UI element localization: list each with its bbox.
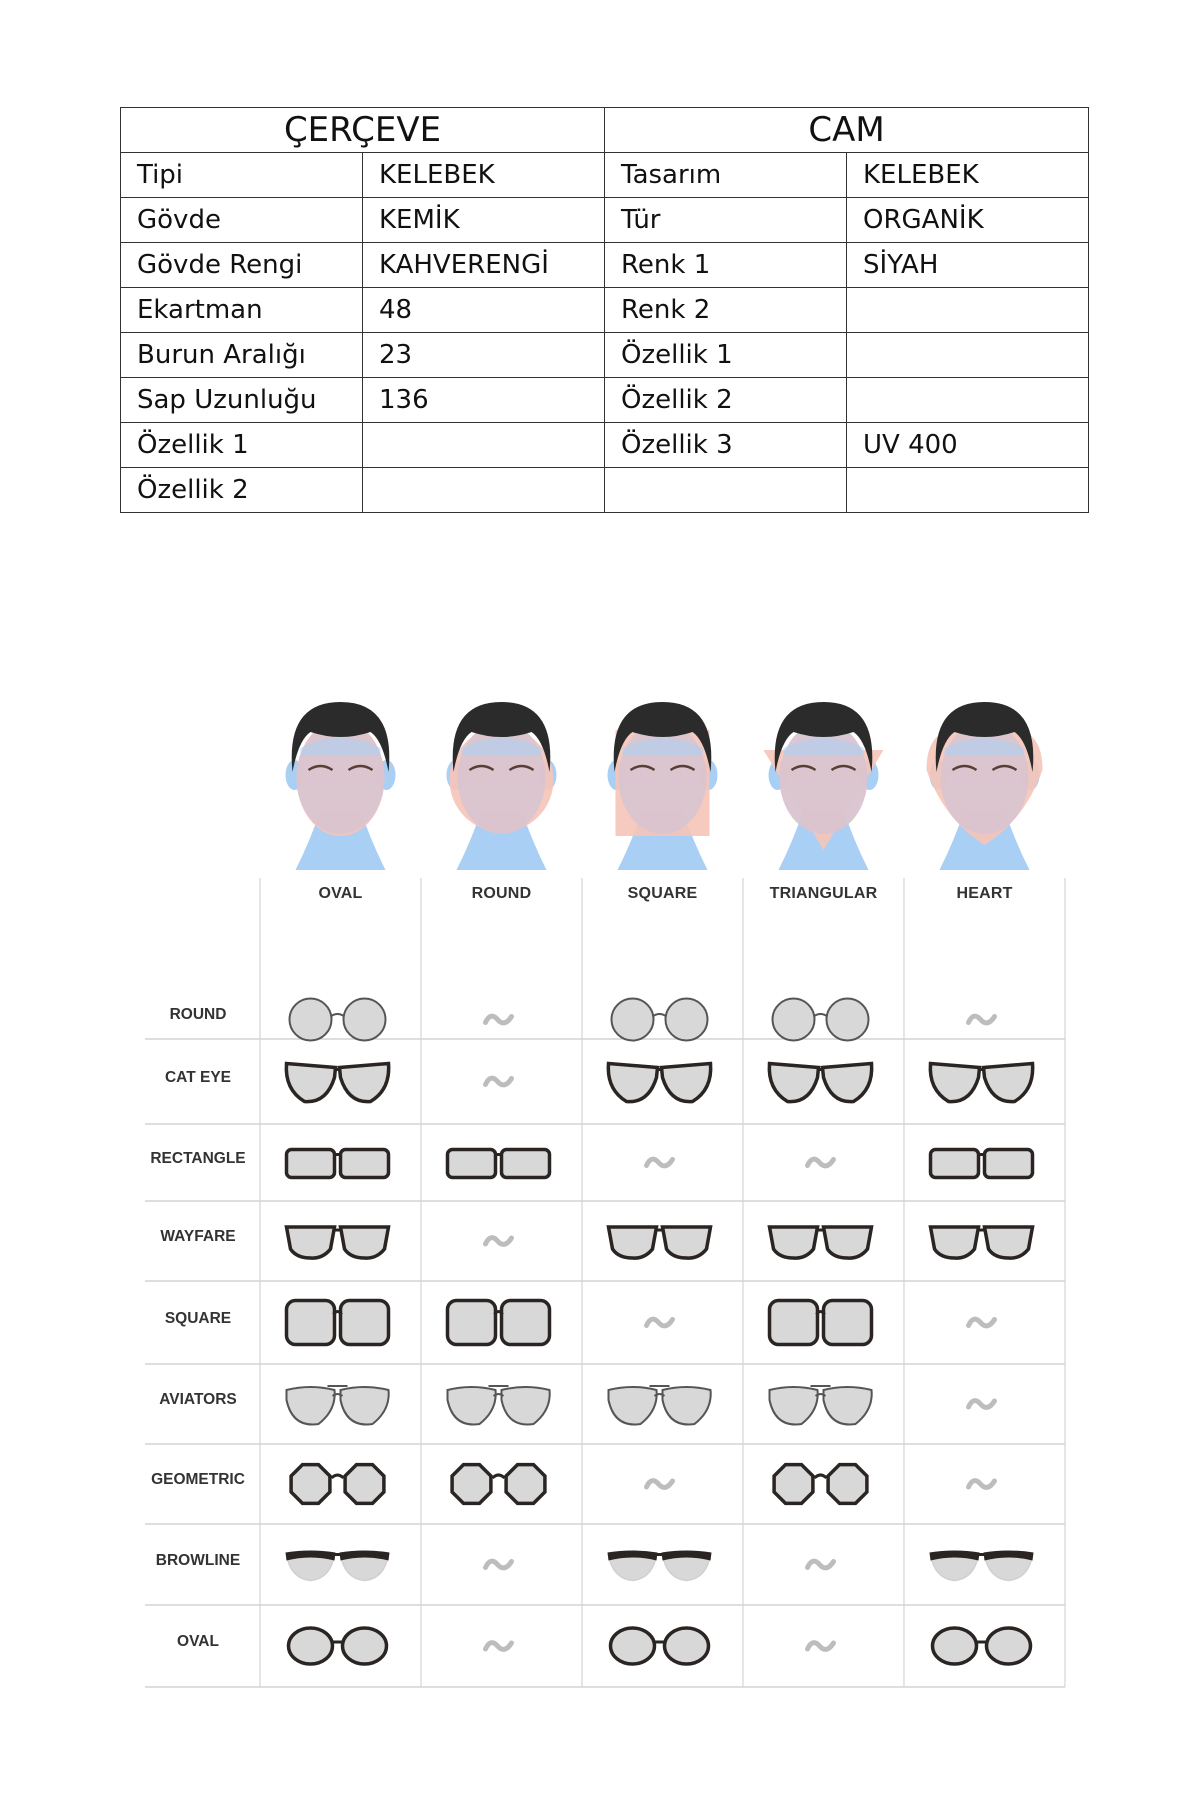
spec-lens-value: ORGANİK [847,198,1089,243]
spec-row [121,333,1089,378]
tilde-icon [647,1319,673,1326]
spec-frame-label: Gövde [121,198,363,243]
glasses-icon [933,1628,1031,1664]
spec-frame-value: KELEBEK [363,153,605,198]
spec-frame-value: 23 [363,333,605,378]
glasses-icon [931,1150,1033,1178]
glasses-icon [769,1064,871,1102]
glasses-icon [612,999,708,1041]
face-round-icon [447,702,557,870]
glasses-icon [930,1551,1034,1581]
face-shape-label: HEART [956,885,1013,902]
glasses-icon [448,1150,550,1178]
face-shape-label: OVAL [318,885,363,902]
glasses-icon [287,1227,389,1258]
spec-frame-label: Burun Aralığı [121,333,363,378]
face-triangular-icon [764,702,884,870]
chart-graphics [140,690,1080,1705]
frame-style-label: WAYFARE [160,1228,236,1245]
tilde-icon [808,1643,834,1650]
spec-frame-value: 136 [363,378,605,423]
spec-lens-label: Tasarım [605,153,847,198]
face-oval-icon [286,702,396,870]
glasses-icon [770,1386,872,1425]
spec-lens-label: Renk 2 [605,288,847,333]
spec-row [121,198,1089,243]
face-square-icon [608,702,718,870]
glasses-icon [286,1064,388,1102]
spec-row [121,153,1089,198]
glasses-icon [609,1386,711,1425]
glasses-icon [608,1551,712,1581]
spec-frame-value [363,423,605,468]
face-shape-label: ROUND [471,885,532,902]
tilde-icon [969,1319,995,1326]
tilde-icon [486,1643,512,1650]
glasses-icon [287,1386,389,1425]
spec-table [120,107,1089,513]
spec-body [121,153,1089,513]
tilde-icon [647,1159,673,1166]
frame-style-label: AVIATORS [159,1391,237,1408]
glasses-icon [930,1064,1032,1102]
tilde-icon [808,1159,834,1166]
frame-style-label: ROUND [169,1005,227,1023]
glasses-icon [452,1465,545,1504]
glasses-icon [774,1465,867,1504]
spec-frame-label: Sap Uzunluğu [121,378,363,423]
spec-frame-label: Ekartman [121,288,363,333]
tilde-icon [486,1078,512,1085]
spec-lens-label: Tür [605,198,847,243]
frame-style-label: OVAL [177,1633,219,1650]
glasses-icon [287,1150,389,1178]
spec-frame-label: Gövde Rengi [121,243,363,288]
glasses-icon [287,1301,389,1345]
glasses-icon [291,1465,384,1504]
spec-lens-value: UV 400 [847,423,1089,468]
tilde-icon [486,1238,512,1245]
spec-frame-value: 48 [363,288,605,333]
glasses-icon [773,999,869,1041]
frame-header: ÇERÇEVE [121,108,605,153]
face-shape-label: SQUARE [627,885,698,902]
face-heart-icon [927,702,1043,870]
glasses-icon [290,999,386,1041]
spec-lens-label: Özellik 2 [605,378,847,423]
face-shape-frame-chart [140,690,1080,1705]
frame-style-label: GEOMETRIC [151,1471,245,1488]
glasses-icon [770,1227,872,1258]
spec-lens-value [847,288,1089,333]
tilde-icon [969,1401,995,1408]
glasses-icon [931,1227,1033,1258]
glasses-icon [609,1227,711,1258]
glasses-icon [448,1386,550,1425]
frame-style-label: SQUARE [164,1309,232,1327]
spec-header-row [121,108,1089,153]
spec-row [121,468,1089,513]
tilde-icon [969,1481,995,1488]
spec-frame-value [363,468,605,513]
spec-row [121,378,1089,423]
glasses-icon [448,1301,550,1345]
spec-row [121,423,1089,468]
glasses-icon [289,1628,387,1664]
spec-frame-label: Özellik 1 [121,423,363,468]
tilde-icon [486,1016,512,1023]
face-shape-label: TRIANGULAR [769,885,878,902]
glasses-icon [611,1628,709,1664]
tilde-icon [808,1561,834,1568]
spec-lens-value [847,468,1089,513]
lens-header: CAM [605,108,1089,153]
spec-lens-value [847,333,1089,378]
spec-frame-value: KEMİK [363,198,605,243]
spec-lens-value: KELEBEK [847,153,1089,198]
spec-lens-value: SİYAH [847,243,1089,288]
tilde-icon [969,1016,995,1023]
spec-frame-label: Tipi [121,153,363,198]
spec-lens-label [605,468,847,513]
glasses-icon [608,1064,710,1102]
spec-lens-label: Renk 1 [605,243,847,288]
tilde-icon [486,1561,512,1568]
glasses-icon [286,1551,390,1581]
spec-lens-value [847,378,1089,423]
spec-row [121,243,1089,288]
frame-style-label: CAT EYE [164,1068,232,1086]
spec-frame-value: KAHVERENGİ [363,243,605,288]
frame-style-label: RECTANGLE [150,1149,246,1167]
spec-frame-label: Özellik 2 [121,468,363,513]
glasses-icon [770,1301,872,1345]
spec-lens-label: Özellik 1 [605,333,847,378]
spec-row [121,288,1089,333]
spec-lens-label: Özellik 3 [605,423,847,468]
tilde-icon [647,1481,673,1488]
frame-style-label: BROWLINE [155,1551,241,1569]
